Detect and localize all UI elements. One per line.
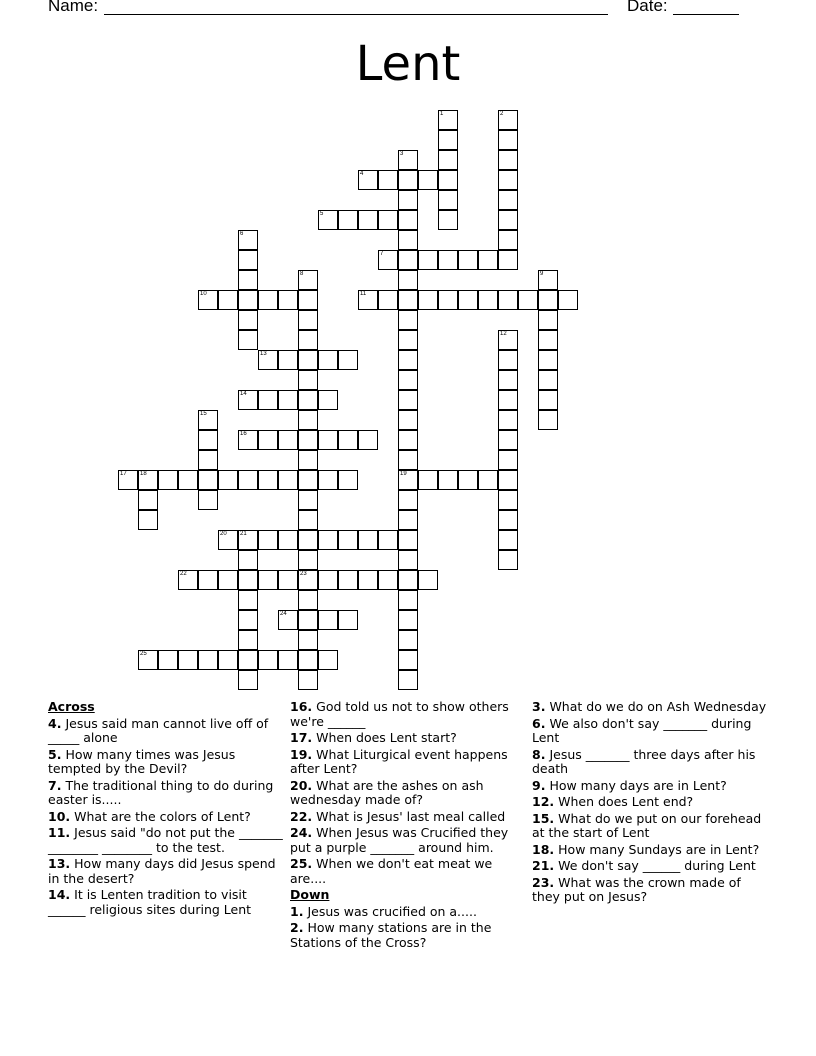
grid-cell[interactable] [198, 570, 218, 590]
grid-cell[interactable] [298, 530, 318, 550]
clue-number: 11 [360, 291, 367, 297]
grid-cell[interactable] [418, 290, 438, 310]
grid-cell[interactable] [298, 570, 318, 590]
grid-cell[interactable] [538, 390, 558, 410]
grid-cell[interactable] [358, 210, 378, 230]
grid-cell[interactable] [198, 410, 218, 430]
grid-cell[interactable] [398, 230, 418, 250]
across-clue [48, 810, 286, 825]
grid-cell[interactable] [238, 390, 258, 410]
clue-number-label: 24. [290, 825, 313, 840]
clue-number: 17 [120, 471, 127, 477]
grid-cell[interactable] [498, 290, 518, 310]
grid-cell[interactable] [398, 630, 418, 650]
grid-cell[interactable] [278, 470, 298, 490]
clue-number: 1 [440, 111, 444, 117]
grid-cell[interactable] [238, 430, 258, 450]
grid-cell[interactable] [378, 250, 398, 270]
clue-number-label: 3. [532, 699, 546, 714]
grid-cell[interactable] [278, 610, 298, 630]
clue-text: When does Lent start? [316, 730, 457, 745]
grid-cell[interactable] [438, 290, 458, 310]
clues-column-3 [532, 700, 770, 907]
across-clue [48, 717, 286, 746]
date-label: Date: [627, 0, 668, 15]
clue-text: When we don't eat meat we are.... [290, 856, 493, 886]
grid-cell[interactable] [398, 350, 418, 370]
grid-cell[interactable] [418, 470, 438, 490]
clue-number-label: 4. [48, 715, 62, 731]
clue-text: When Jesus was Crucified they put a purple _______ around him. [290, 825, 509, 855]
grid-cell[interactable] [438, 210, 458, 230]
grid-cell[interactable] [498, 250, 518, 270]
clue-text: How many days did Jesus spend in the desert? [48, 856, 276, 886]
grid-cell[interactable] [478, 290, 498, 310]
clue-number-label: 23. [532, 874, 555, 890]
grid-cell[interactable] [198, 290, 218, 310]
clue-number: 22 [180, 571, 187, 577]
grid-cell[interactable] [378, 570, 398, 590]
grid-cell[interactable] [378, 530, 398, 550]
down-clue [532, 876, 770, 905]
grid-cell[interactable] [358, 570, 378, 590]
clue-number: 10 [200, 291, 207, 297]
grid-cell[interactable] [398, 370, 418, 390]
clue-text: Jesus said man cannot live off of _____ alone [48, 715, 269, 745]
clue-number: 12 [500, 331, 507, 337]
clue-text: Jesus _______ three days after his death [532, 746, 756, 776]
grid-cell[interactable] [278, 650, 298, 670]
grid-cell[interactable] [238, 230, 258, 250]
across-clue [290, 810, 528, 825]
name-blank[interactable] [104, 14, 608, 15]
grid-cell[interactable] [278, 390, 298, 410]
grid-cell[interactable] [378, 170, 398, 190]
grid-cell[interactable] [338, 570, 358, 590]
grid-cell[interactable] [238, 310, 258, 330]
grid-cell[interactable] [398, 190, 418, 210]
grid-cell[interactable] [438, 130, 458, 150]
grid-cell[interactable] [238, 470, 258, 490]
clue-number-label: 16. [290, 699, 313, 714]
grid-cell[interactable] [498, 110, 518, 130]
clue-number-label: 10. [48, 808, 71, 824]
down-clue [532, 748, 770, 777]
clue-number: 7 [380, 251, 384, 257]
clue-number: 13 [260, 351, 267, 357]
clue-text: How many stations are in the Stations of the Cross? [290, 920, 492, 950]
down-clue [532, 843, 770, 858]
grid-cell[interactable] [398, 390, 418, 410]
grid-cell[interactable] [498, 410, 518, 430]
grid-cell[interactable] [258, 570, 278, 590]
grid-cell[interactable] [258, 390, 278, 410]
grid-cell[interactable] [258, 650, 278, 670]
grid-cell[interactable] [398, 290, 418, 310]
grid-cell[interactable] [398, 210, 418, 230]
grid-cell[interactable] [418, 570, 438, 590]
clue-number: 2 [500, 111, 504, 117]
clue-number: 18 [140, 471, 147, 477]
grid-cell[interactable] [458, 290, 478, 310]
grid-cell[interactable] [498, 150, 518, 170]
grid-cell[interactable] [498, 350, 518, 370]
grid-cell[interactable] [278, 350, 298, 370]
clue-text: It is Lenten tradition to visit ______ religious sites during Lent [48, 887, 252, 917]
grid-cell[interactable] [398, 270, 418, 290]
grid-cell[interactable] [498, 490, 518, 510]
grid-cell[interactable] [498, 530, 518, 550]
across-clue [290, 826, 528, 855]
grid-cell[interactable] [118, 470, 138, 490]
grid-cell[interactable] [398, 610, 418, 630]
grid-cell[interactable] [438, 250, 458, 270]
grid-cell[interactable] [298, 450, 318, 470]
clue-number: 19 [400, 471, 407, 477]
down-clue [532, 812, 770, 841]
clue-text: We don't say ______ during Lent [558, 858, 756, 873]
grid-cell[interactable] [238, 630, 258, 650]
grid-cell[interactable] [298, 270, 318, 290]
clue-text: What are the ashes on ash wednesday made of? [290, 777, 484, 807]
grid-cell[interactable] [218, 470, 238, 490]
across-heading: Across [48, 699, 95, 714]
grid-cell[interactable] [298, 390, 318, 410]
grid-cell[interactable] [218, 570, 238, 590]
across-clue [290, 857, 528, 886]
clue-number: 23 [300, 571, 307, 577]
grid-cell[interactable] [318, 530, 338, 550]
across-clue [290, 700, 528, 729]
clue-number: 21 [240, 531, 247, 537]
grid-cell[interactable] [238, 270, 258, 290]
grid-cell[interactable] [178, 470, 198, 490]
name-label: Name: [48, 0, 99, 15]
grid-cell[interactable] [478, 470, 498, 490]
grid-cell[interactable] [318, 570, 338, 590]
clue-number-label: 5. [48, 746, 62, 762]
grid-cell[interactable] [258, 290, 278, 310]
clue-text: We also don't say _______ during Lent [532, 715, 752, 745]
clue-number-label: 18. [532, 841, 555, 857]
grid-cell[interactable] [438, 110, 458, 130]
grid-cell[interactable] [338, 470, 358, 490]
clue-number-label: 6. [532, 715, 546, 731]
clue-text: What do we do on Ash Wednesday [549, 699, 767, 714]
down-clue [532, 779, 770, 794]
grid-cell[interactable] [498, 430, 518, 450]
grid-cell[interactable] [398, 250, 418, 270]
grid-cell[interactable] [258, 470, 278, 490]
down-clue [290, 905, 528, 920]
grid-cell[interactable] [198, 470, 218, 490]
grid-cell[interactable] [538, 330, 558, 350]
across-clue [290, 779, 528, 808]
grid-cell[interactable] [298, 510, 318, 530]
clue-number-label: 14. [48, 887, 71, 902]
down-clue [532, 795, 770, 810]
grid-cell[interactable] [498, 210, 518, 230]
clue-number: 20 [220, 531, 227, 537]
grid-cell[interactable] [498, 470, 518, 490]
grid-cell[interactable] [178, 570, 198, 590]
down-clue [532, 700, 770, 715]
grid-cell[interactable] [398, 150, 418, 170]
grid-cell[interactable] [238, 530, 258, 550]
clues-column-2 [290, 700, 528, 952]
clue-text: What are the colors of Lent? [74, 808, 251, 824]
grid-cell[interactable] [318, 470, 338, 490]
clue-number: 3 [400, 151, 404, 157]
grid-cell[interactable] [318, 350, 338, 370]
grid-cell[interactable] [358, 170, 378, 190]
across-clue [290, 748, 528, 777]
grid-cell[interactable] [538, 410, 558, 430]
grid-cell[interactable] [498, 450, 518, 470]
clue-number-label: 17. [290, 730, 313, 745]
grid-cell[interactable] [398, 430, 418, 450]
grid-cell[interactable] [198, 490, 218, 510]
clue-number: 6 [240, 231, 244, 237]
clue-number: 24 [280, 611, 287, 617]
grid-cell[interactable] [238, 570, 258, 590]
grid-cell[interactable] [398, 410, 418, 430]
grid-cell[interactable] [318, 430, 338, 450]
clue-number-label: 15. [532, 810, 555, 826]
grid-cell[interactable] [138, 650, 158, 670]
grid-cell[interactable] [398, 170, 418, 190]
clue-number: 5 [320, 211, 324, 217]
clue-text: Jesus said "do not put the _______ ________ ________ to the test. [48, 825, 283, 855]
grid-cell[interactable] [298, 410, 318, 430]
clue-number-label: 11. [48, 825, 71, 840]
grid-cell[interactable] [478, 250, 498, 270]
clue-text: When does Lent end? [558, 794, 694, 809]
clue-number-label: 8. [532, 746, 546, 762]
grid-cell[interactable] [538, 370, 558, 390]
grid-cell[interactable] [298, 490, 318, 510]
grid-cell[interactable] [138, 510, 158, 530]
grid-cell[interactable] [318, 650, 338, 670]
grid-cell[interactable] [298, 430, 318, 450]
grid-cell[interactable] [398, 330, 418, 350]
grid-cell[interactable] [538, 350, 558, 370]
grid-cell[interactable] [218, 530, 238, 550]
grid-cell[interactable] [218, 290, 238, 310]
grid-cell[interactable] [298, 670, 318, 690]
grid-cell[interactable] [198, 650, 218, 670]
grid-cell[interactable] [558, 290, 578, 310]
clue-number-label: 21. [532, 858, 555, 873]
grid-cell[interactable] [398, 570, 418, 590]
clue-number-label: 13. [48, 856, 71, 871]
grid-cell[interactable] [498, 130, 518, 150]
grid-cell[interactable] [278, 570, 298, 590]
grid-cell[interactable] [218, 650, 238, 670]
grid-cell[interactable] [238, 550, 258, 570]
grid-cell[interactable] [298, 330, 318, 350]
grid-cell[interactable] [338, 350, 358, 370]
grid-cell[interactable] [158, 650, 178, 670]
clue-number: 15 [200, 411, 207, 417]
grid-cell[interactable] [498, 330, 518, 350]
grid-cell[interactable] [398, 490, 418, 510]
grid-cell[interactable] [498, 230, 518, 250]
grid-cell[interactable] [318, 390, 338, 410]
clue-text: How many Sundays are in Lent? [558, 841, 760, 857]
grid-cell[interactable] [398, 550, 418, 570]
grid-cell[interactable] [238, 610, 258, 630]
grid-cell[interactable] [258, 530, 278, 550]
grid-cell[interactable] [398, 310, 418, 330]
clue-number-label: 19. [290, 746, 313, 762]
grid-cell[interactable] [318, 210, 338, 230]
down-clue [532, 859, 770, 874]
clue-number: 8 [300, 271, 304, 277]
grid-cell[interactable] [398, 590, 418, 610]
grid-cell[interactable] [498, 550, 518, 570]
grid-cell[interactable] [298, 630, 318, 650]
grid-cell[interactable] [398, 670, 418, 690]
grid-cell[interactable] [378, 210, 398, 230]
grid-cell[interactable] [358, 530, 378, 550]
clue-number: 4 [360, 171, 364, 177]
clue-number-label: 7. [48, 777, 62, 793]
clue-text: How many days are in Lent? [549, 777, 727, 793]
grid-cell[interactable] [498, 390, 518, 410]
grid-cell[interactable] [298, 470, 318, 490]
grid-cell[interactable] [278, 290, 298, 310]
grid-cell[interactable] [458, 250, 478, 270]
down-clue [532, 717, 770, 746]
header [0, 0, 816, 22]
grid-cell[interactable] [418, 170, 438, 190]
grid-cell[interactable] [258, 430, 278, 450]
clue-number-label: 2. [290, 920, 304, 935]
clue-number: 25 [140, 651, 147, 657]
grid-cell[interactable] [278, 430, 298, 450]
grid-cell[interactable] [498, 510, 518, 530]
grid-cell[interactable] [338, 210, 358, 230]
grid-cell[interactable] [298, 650, 318, 670]
grid-cell[interactable] [498, 170, 518, 190]
clues-column-1 [48, 700, 286, 919]
clue-text: God told us not to show others we're ______ [290, 699, 509, 729]
clue-text: What was the crown made of they put on Jesus? [532, 874, 741, 904]
grid-cell[interactable] [438, 170, 458, 190]
page-title: Lent [355, 36, 461, 92]
grid-cell[interactable] [538, 270, 558, 290]
grid-cell[interactable] [438, 190, 458, 210]
grid-cell[interactable] [358, 430, 378, 450]
clue-text: How many times was Jesus tempted by the Devil? [48, 746, 236, 776]
grid-cell[interactable] [418, 250, 438, 270]
grid-cell[interactable] [278, 530, 298, 550]
across-clue [48, 748, 286, 777]
grid-cell[interactable] [238, 650, 258, 670]
clue-number-label: 1. [290, 903, 304, 919]
grid-cell[interactable] [238, 670, 258, 690]
grid-cell[interactable] [398, 450, 418, 470]
grid-cell[interactable] [538, 290, 558, 310]
grid-cell[interactable] [138, 490, 158, 510]
grid-cell[interactable] [398, 510, 418, 530]
grid-cell[interactable] [198, 450, 218, 470]
grid-cell[interactable] [438, 470, 458, 490]
clue-text: What Liturgical event happens after Lent? [290, 746, 508, 776]
across-clue [48, 857, 286, 886]
grid-cell[interactable] [498, 190, 518, 210]
clue-number-label: 9. [532, 777, 546, 793]
clue-number: 14 [240, 391, 247, 397]
grid-cell[interactable] [238, 250, 258, 270]
grid-cell[interactable] [398, 650, 418, 670]
grid-cell[interactable] [458, 470, 478, 490]
grid-cell[interactable] [398, 530, 418, 550]
grid-cell[interactable] [138, 470, 158, 490]
grid-cell[interactable] [358, 290, 378, 310]
across-clue [48, 779, 286, 808]
down-heading: Down [290, 887, 330, 902]
across-clue [48, 826, 286, 855]
grid-cell[interactable] [158, 470, 178, 490]
grid-cell[interactable] [298, 610, 318, 630]
grid-cell[interactable] [178, 650, 198, 670]
clue-number-label: 25. [290, 856, 313, 871]
clue-number: 9 [540, 271, 544, 277]
date-blank[interactable] [673, 14, 739, 15]
grid-cell[interactable] [298, 350, 318, 370]
grid-cell[interactable] [498, 370, 518, 390]
down-clue [290, 921, 528, 950]
clue-number-label: 22. [290, 808, 313, 824]
grid-cell[interactable] [338, 610, 358, 630]
grid-cell[interactable] [338, 530, 358, 550]
clue-number-label: 12. [532, 794, 555, 809]
grid-cell[interactable] [238, 590, 258, 610]
grid-cell[interactable] [298, 290, 318, 310]
grid-cell[interactable] [318, 610, 338, 630]
across-clue [290, 731, 528, 746]
grid-cell[interactable] [518, 290, 538, 310]
grid-cell[interactable] [398, 470, 418, 490]
clue-text: What is Jesus' last meal called [316, 808, 506, 824]
clue-text: The traditional thing to do during easter is..... [48, 777, 274, 807]
grid-cell[interactable] [238, 290, 258, 310]
grid-cell[interactable] [258, 350, 278, 370]
grid-cell[interactable] [298, 370, 318, 390]
clue-number-label: 20. [290, 777, 313, 793]
grid-cell[interactable] [438, 150, 458, 170]
grid-cell[interactable] [298, 590, 318, 610]
grid-cell[interactable] [198, 430, 218, 450]
grid-cell[interactable] [298, 310, 318, 330]
grid-cell[interactable] [538, 310, 558, 330]
clue-text: What do we put on our forehead at the start of Lent [532, 810, 762, 840]
grid-cell[interactable] [338, 430, 358, 450]
grid-cell[interactable] [378, 290, 398, 310]
across-clue [48, 888, 286, 917]
grid-cell[interactable] [238, 330, 258, 350]
clue-text: Jesus was crucified on a..... [307, 903, 477, 919]
grid-cell[interactable] [298, 550, 318, 570]
clue-number: 16 [240, 431, 247, 437]
